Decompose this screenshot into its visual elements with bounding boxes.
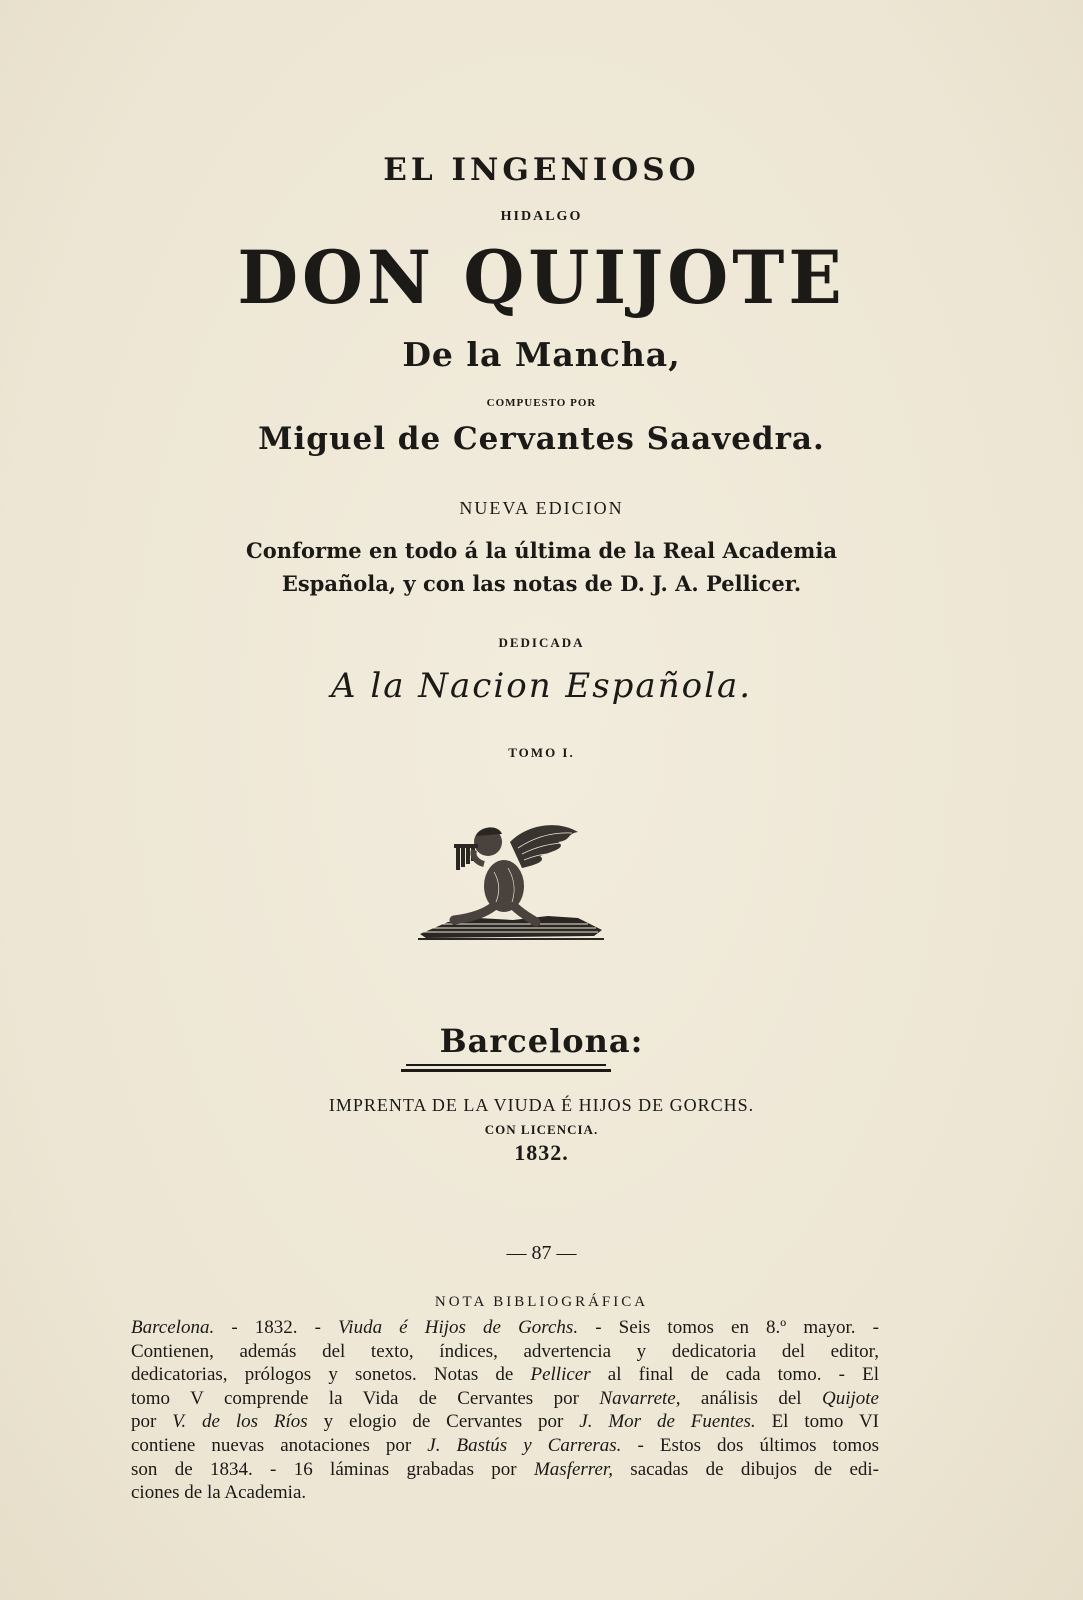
volume-label: TOMO I. [508, 745, 575, 760]
note-line-2: Contienen, además del texto, índices, advertencia y dedicatoria del editor, [131, 1340, 879, 1362]
author-name: Miguel de Cervantes Saavedra. [258, 421, 825, 457]
cherub-vignette-icon [418, 822, 604, 960]
title-main: DON QUIJOTE [237, 233, 846, 322]
note-heading: NOTA BIBLIOGRÁFICA [434, 1294, 649, 1310]
imprint-printer: IMPRENTA DE LA VIUDA É HIJOS DE GORCHS. [328, 1095, 755, 1115]
edition-line-1: Conforme en todo á la última de la Real Academia [245, 538, 837, 563]
bibliographic-note [131, 1316, 879, 1505]
dedication-heading: DEDICADA [498, 635, 585, 650]
note-line-7: son de 1834. - 16 láminas grabadas por Masferrer, sacadas de dibujos de edi- [131, 1458, 879, 1480]
title-subtitle: De la Mancha, [402, 335, 681, 374]
divider-rule-thick [401, 1069, 611, 1072]
divider-rule-thin [406, 1064, 606, 1066]
edition-line-2: Española, y con las notas de D. J. A. Pellicer. [281, 571, 802, 596]
imprint-license: CON LICENCIA. [484, 1122, 599, 1137]
imprint-year: 1832. [514, 1140, 569, 1165]
note-line-3: dedicatorias, prólogos y sonetos. Notas de Pellicer al final de cada tomo. - El [131, 1364, 879, 1386]
note-line-5: por V. de los Ríos y elogio de Cervantes por J. Mor de Fuentes. El tomo VI [131, 1411, 879, 1433]
imprint-city: Barcelona: [439, 1022, 644, 1060]
edition-heading: NUEVA EDICION [459, 498, 624, 518]
note-line-1: Barcelona. - 1832. - Viuda é Hijos de Gorchs. - Seis tomos en 8.º mayor. - [131, 1317, 880, 1338]
composed-by: COMPUESTO POR [486, 397, 597, 409]
title-line-2: HIDALGO [500, 209, 583, 224]
title-line-1: EL INGENIOSO [383, 152, 700, 188]
note-line-8: ciones de la Academia. [131, 1482, 307, 1504]
note-line-6: contiene nuevas anotaciones por J. Bastús y Carreras. - Estos dos últimos tomos [131, 1434, 879, 1456]
dedication-text: A la Nacion Española. [330, 666, 753, 706]
note-line-4: tomo V comprende la Vida de Cervantes por Navarrete, análisis del Quijote [131, 1387, 879, 1409]
page-number: — 87 — [506, 1242, 577, 1264]
